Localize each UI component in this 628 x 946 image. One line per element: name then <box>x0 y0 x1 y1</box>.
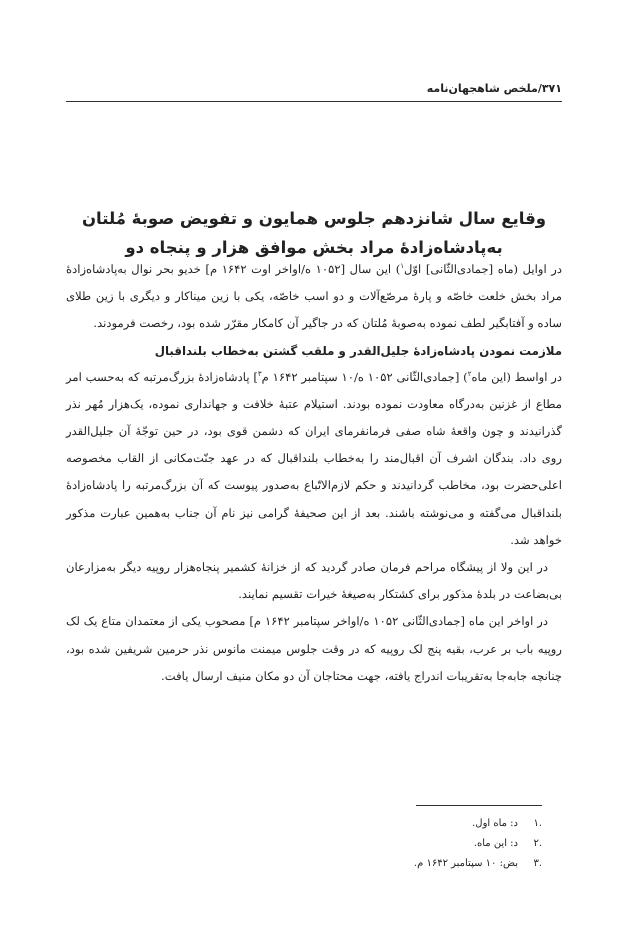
footnote-ref-2[interactable]: ۲ <box>467 369 472 378</box>
paragraph-2-part-b: ) [جمادی‌الثّانی ۱۰۵۲ ه/۱۰ سپتامبر ۱۶۴۲ م <box>261 369 468 384</box>
footnote-number: .۳ <box>533 858 542 869</box>
paragraph-2 <box>66 364 562 554</box>
paragraph-1-part-a: در اوایل (ماه [جمادی‌الثّانی] اوّل <box>404 262 563 276</box>
footnote-item <box>414 854 542 874</box>
footnote-text: د: ماه اول. <box>472 818 518 829</box>
paragraph-2-part-c: ] پادشاه‌زادهٔ بزرگ‌مرتبه که به‌حسب امر مطاع از غزنین به‌درگاه معاودت نموده بودند. استیلام عتبهٔ خلافت و جهانداری نموده، یک‌هزار مُهر نذر گذرانیدند و چون واقعهٔ شاه صفی فرمانفرمای ایران که دشمن قوی بود، در حین توجّهٔ آن جلیل‌القدر روی داد. بندگان اشرف آن اقبال‌مند را به‌خطاب بلنداقبال که در عهد جنّت‌مکانی از القاب مخصوصه اعلی‌حضرت بود، مخاطب گردانیدند و حکم لازم‌الاتّباع به‌صدور پیوست که آن بزرگ‌مرتبه را پادشاه‌زادهٔ بلنداقبال می‌گفته و می‌نوشته باشند. بعد از این صحیفهٔ گرامی نیز نام آن جناب به‌همین عبارت مذکور خواهد شد. <box>66 369 562 547</box>
footnote-ref-3[interactable]: ۳ <box>257 369 262 378</box>
header-rule <box>66 101 562 102</box>
footnote-item <box>414 814 542 834</box>
footnote-rule <box>416 805 542 806</box>
running-header: ۳۷۱/ملخص شاهجهان‌نامه <box>426 82 562 95</box>
paragraph-1-part-b: ) این سال [۱۰۵۲ ه/اواخر اوت ۱۶۴۲ م] خدیو بحر نوال به‌پادشاه‌زادهٔ مراد بخش خلعت خاصّه و پارهٔ مرصّع‌آلات و دو اسب خاصّه، یکی با زین میناکار و دیگری با زین طلای ساده و آفتابگیر لطف نموده به‌صوبهٔ مُلتان که در جاگیر آن کامکار مقرّر شده بود، رخصت فرمودند. <box>66 262 562 331</box>
paragraph-2-part-a: در اواسط (این ماه <box>471 369 562 384</box>
chapter-title-line-1: وقایع سال شانزدهم جلوس همایون و تفویض صوبهٔ مُلتان <box>81 209 547 228</box>
footnote-ref-1[interactable]: ۱ <box>400 262 405 271</box>
body-text <box>66 256 562 690</box>
footnote-item <box>414 834 542 854</box>
chapter-title-line-2: به‌پادشاه‌زادهٔ مراد بخش موافق هزار و پنجاه دو <box>125 238 503 257</box>
paragraph-3: در این ولا از پیشگاه مراحم فرمان صادر گردید که از خزانهٔ کشمیر پنجاه‌هزار روپیه دیگر به‌مزارعان بی‌بضاعت در بلدهٔ مذکور برای کشتکار به‌صیغهٔ خیرات تقسیم نمایند. <box>66 560 562 602</box>
paragraph-4: در اواخر این ماه [جمادی‌الثّانی ۱۰۵۲ ه/اواخر سپتامبر ۱۶۴۲ م] مصحوب یکی از معتمدان متاع یک لک روپیه باب بر عرب، بقیه پنج لک روپیه که در وقت جلوس میمنت مانوس نذر حرمین شریفین شده بود، چنانچه جابه‌جا به‌تقریبات اندراج یافته، جهت محتاجان آن دو مکان منیف ارسال یافت. <box>66 614 562 683</box>
footnotes <box>414 814 542 874</box>
chapter-title <box>60 204 568 262</box>
footnote-number: .۱ <box>533 818 542 829</box>
footnote-text: د: این ماه. <box>473 838 518 849</box>
footnote-text: بض: ۱۰ سپتامبر ۱۶۴۲ م. <box>413 858 518 869</box>
paragraph-1 <box>66 256 562 338</box>
footnote-number: .۲ <box>533 838 542 849</box>
section-heading: ملازمت نمودن پادشاه‌زادهٔ جلیل‌القدر و ملقب گشتن به‌خطاب بلنداقبال <box>154 343 562 358</box>
